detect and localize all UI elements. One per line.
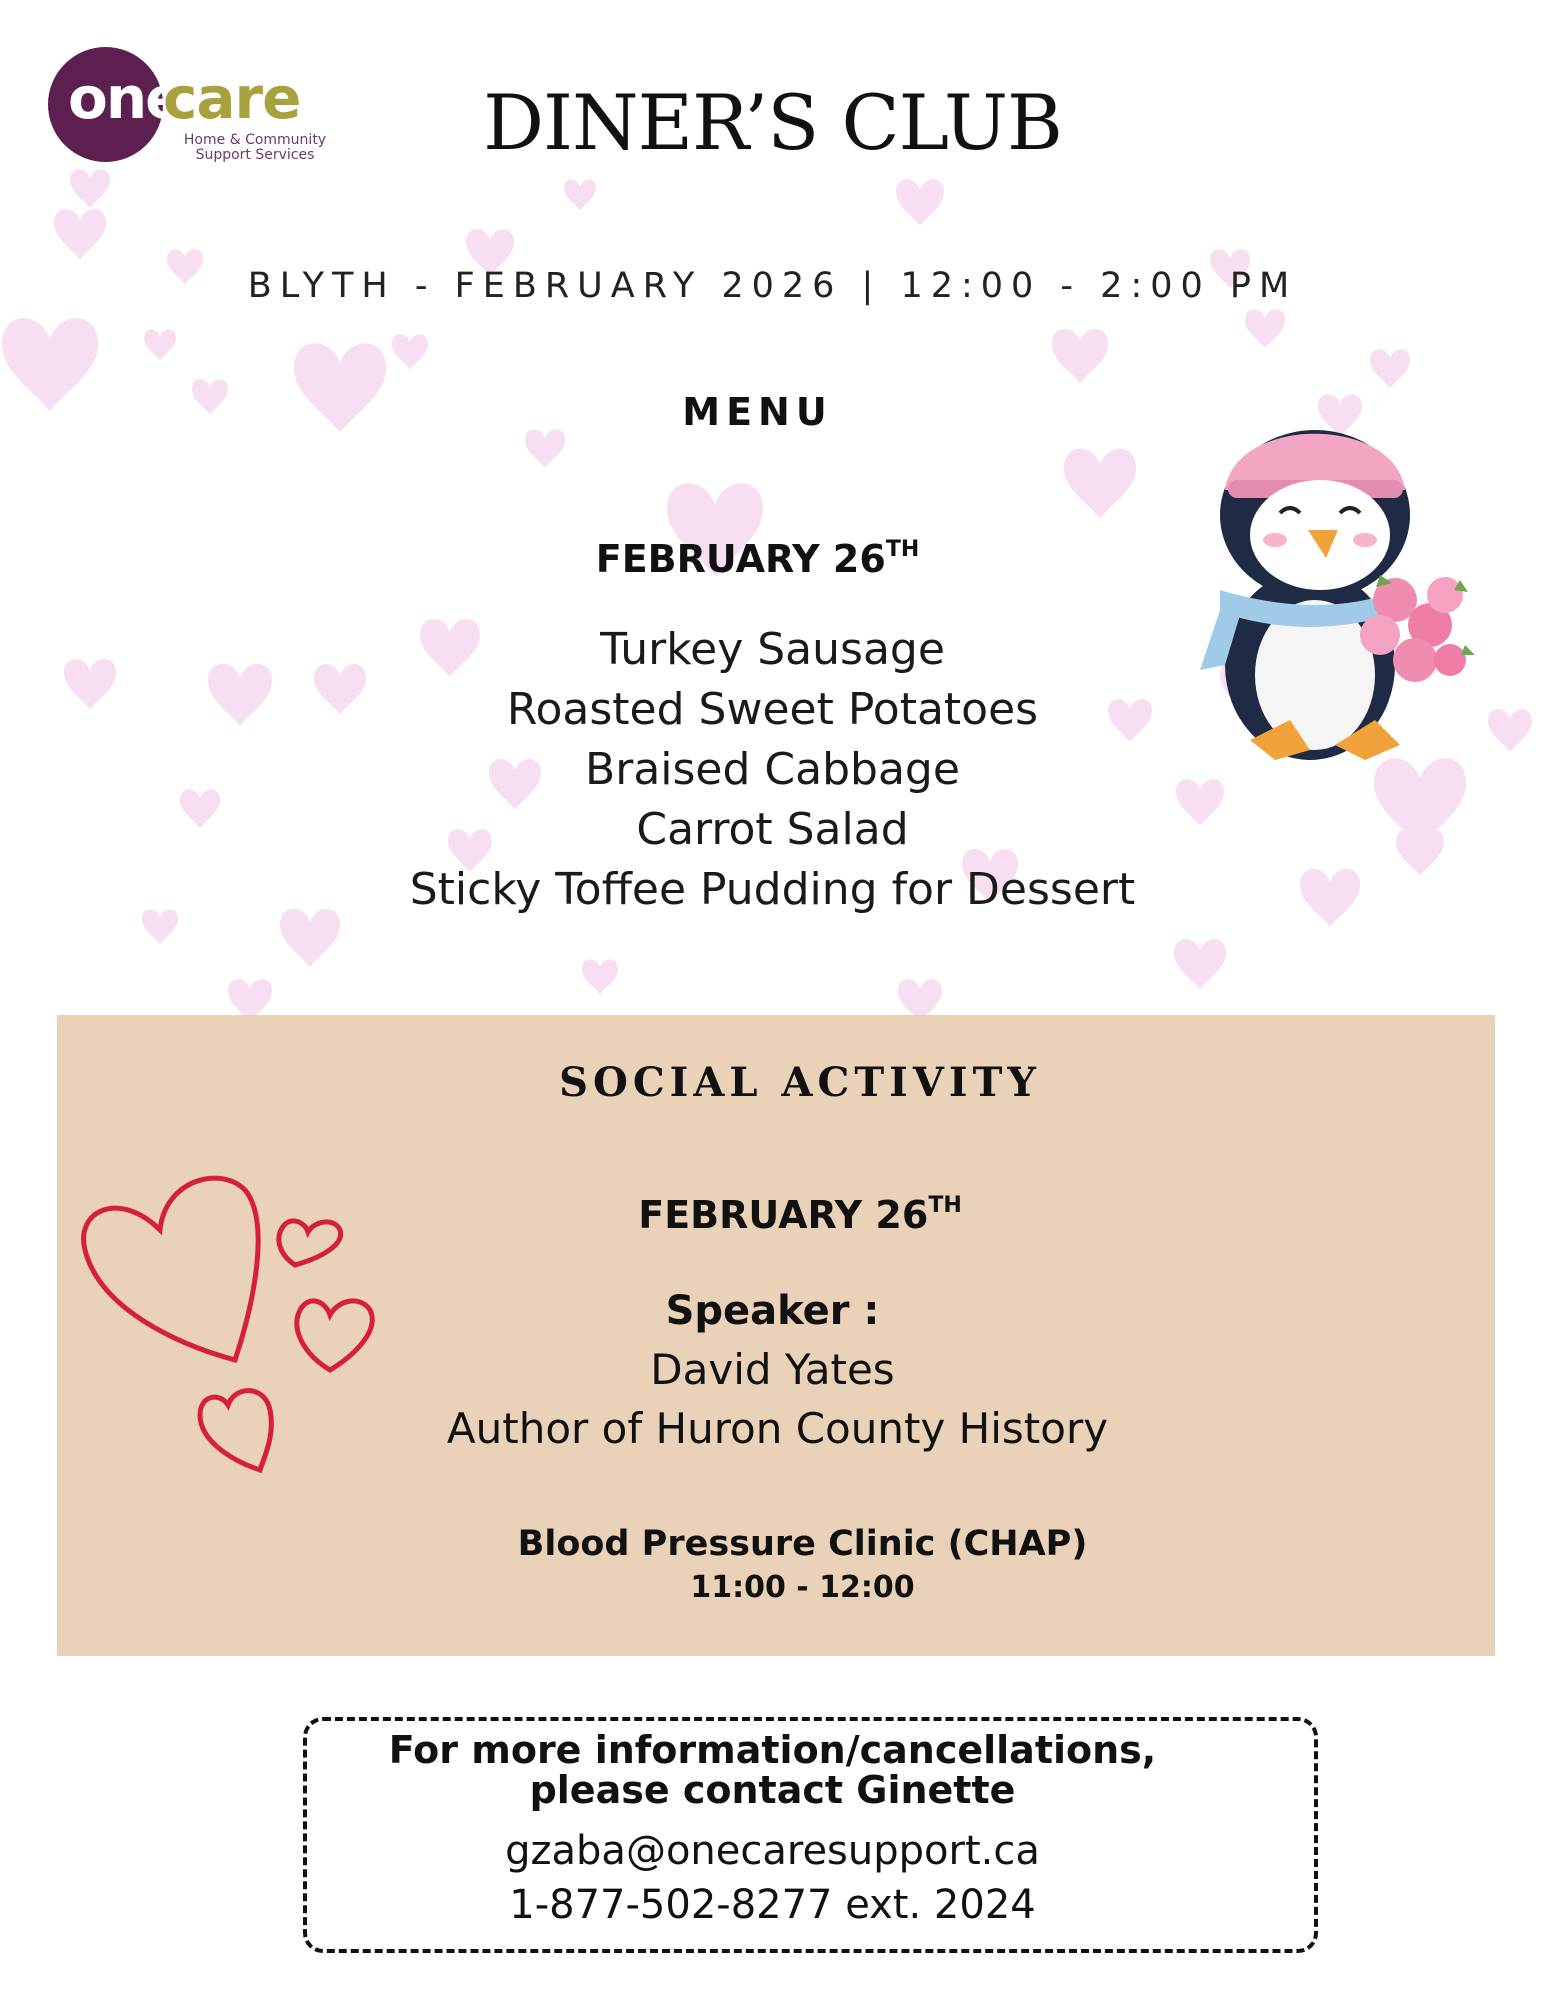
menu-heading: MENU [682,390,833,434]
menu-date-text: FEBRUARY 26 [595,537,886,581]
clinic-time: 11:00 - 12:00 [690,1570,915,1605]
contact-phone[interactable]: 1-877-502-8277 ext. 2024 [509,1882,1036,1928]
social-date-suffix: TH [928,1193,962,1218]
event-location-time: BLYTH - FEBRUARY 2026 | 12:00 - 2:00 PM [247,266,1298,306]
logo-care-text: care [163,64,301,132]
speaker-name: David Yates [650,1345,895,1394]
menu-item: Turkey Sausage [600,624,945,675]
social-activity-heading: SOCIAL ACTIVITY [559,1059,1041,1106]
clinic-title: Blood Pressure Clinic (CHAP) [517,1524,1088,1564]
page-title: DINER’S CLUB [483,78,1062,167]
penguin-with-roses-illustration [1180,395,1480,775]
menu-item: Sticky Toffee Pudding for Dessert [409,864,1136,915]
contact-line-1: For more information/cancellations, [388,1728,1157,1772]
contact-line-2: please contact Ginette [529,1768,1016,1812]
menu-item: Braised Cabbage [585,744,960,795]
social-date-text: FEBRUARY 26 [638,1193,929,1237]
logo-one-text: one [68,64,183,132]
menu-item: Carrot Salad [636,804,909,855]
speaker-role: Author of Huron County History [446,1404,1109,1453]
speaker-label: Speaker : [665,1288,880,1334]
contact-email[interactable]: gzaba@onecaresupport.ca [505,1828,1040,1874]
menu-item: Roasted Sweet Potatoes [506,684,1039,735]
menu-date-suffix: TH [885,537,920,562]
logo-tagline-line1: Home & Community [183,132,327,148]
logo-tagline-line2: Support Services [195,147,315,163]
